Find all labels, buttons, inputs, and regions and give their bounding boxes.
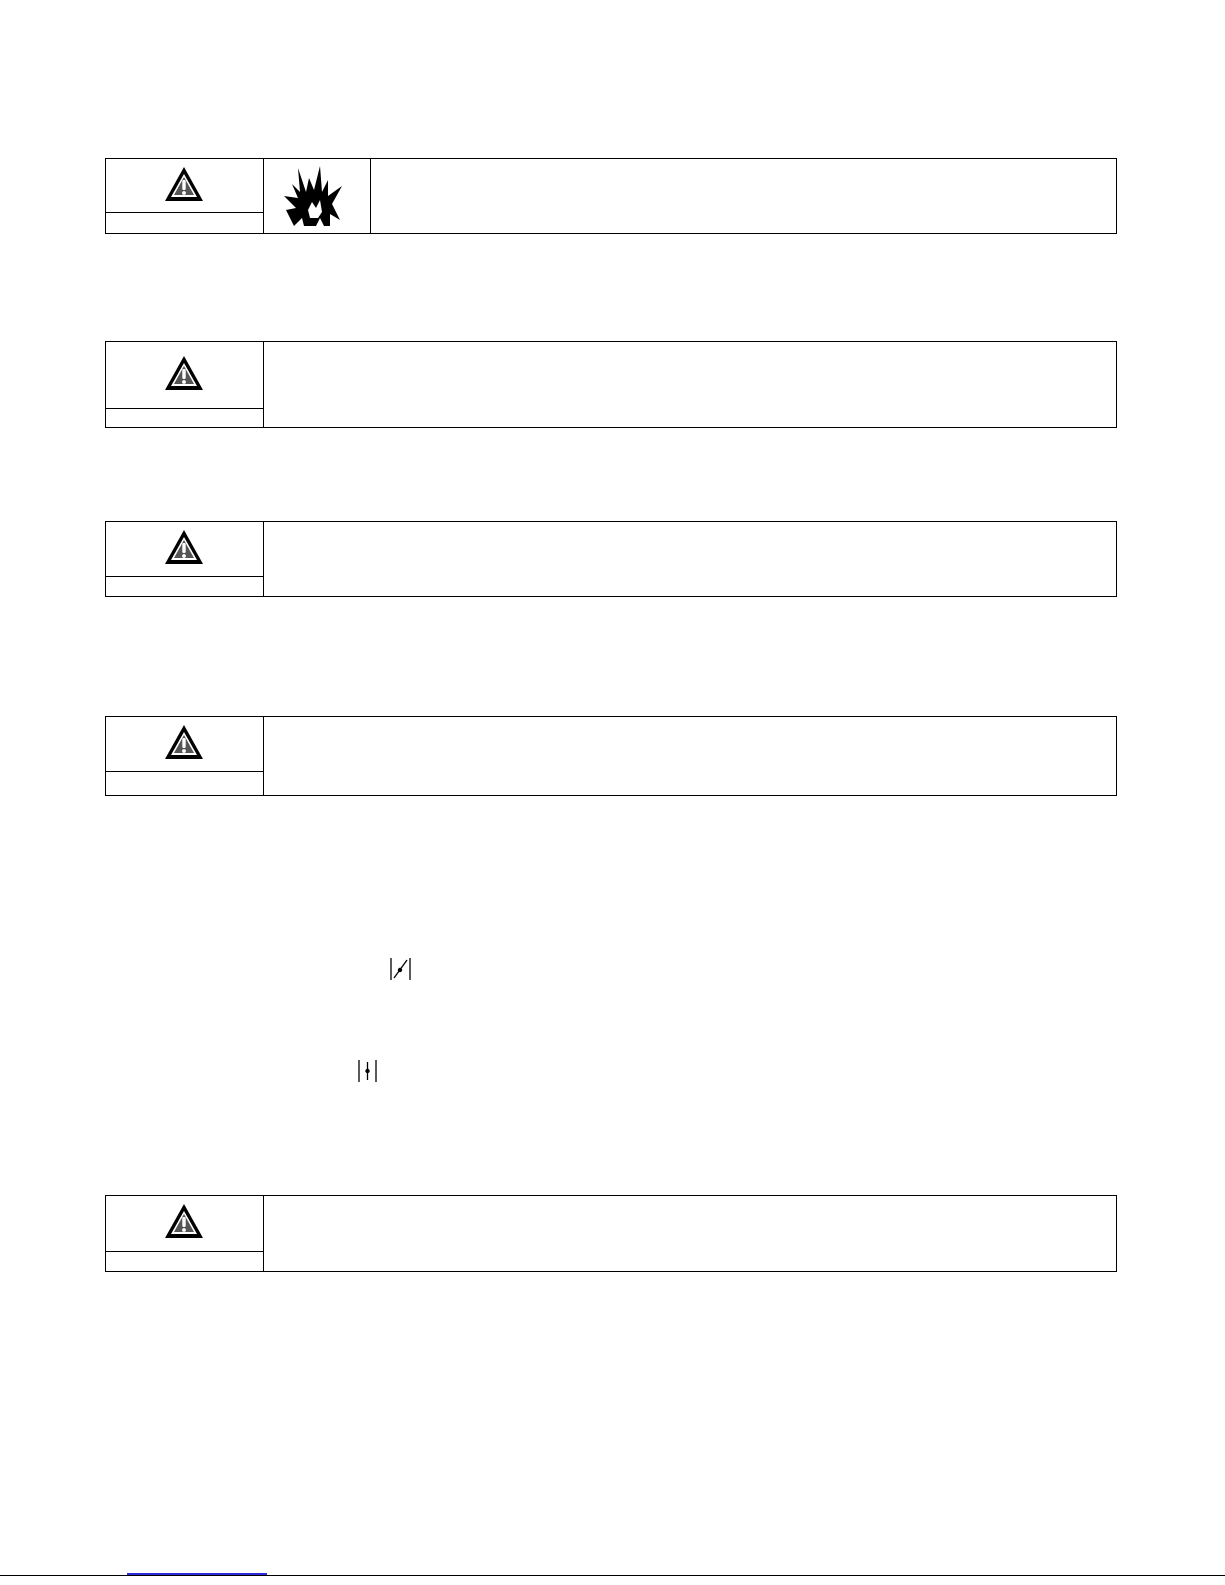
- warning-label-divider: [106, 212, 263, 213]
- warning-triangle-icon: [163, 165, 205, 203]
- warning-label-divider: [106, 771, 263, 772]
- warning-label-cell: [106, 159, 264, 233]
- switch-closed-symbol-icon: [355, 1058, 381, 1084]
- warning-box: [105, 716, 1117, 796]
- footer-rule: [0, 1575, 1225, 1576]
- warning-label-divider: [106, 408, 263, 409]
- warning-triangle-icon: [163, 723, 205, 761]
- explosion-icon: [282, 162, 348, 228]
- warning-box: [105, 521, 1117, 597]
- footer-link-underline[interactable]: [127, 1573, 267, 1575]
- explosion-symbol-cell: [264, 159, 371, 233]
- warning-triangle-icon: [163, 528, 205, 566]
- warning-label-divider: [106, 1251, 263, 1252]
- warning-label-cell: [106, 717, 264, 795]
- switch-open-symbol-icon: [388, 956, 414, 982]
- warning-box: [105, 1195, 1117, 1272]
- warning-label-divider: [106, 576, 263, 577]
- warning-box: [105, 341, 1117, 428]
- warning-triangle-icon: [163, 1202, 205, 1240]
- warning-label-cell: [106, 342, 264, 427]
- warning-label-cell: [106, 522, 264, 596]
- warning-label-cell: [106, 1196, 264, 1271]
- warning-triangle-icon: [163, 354, 205, 392]
- warning-box: [105, 158, 1117, 234]
